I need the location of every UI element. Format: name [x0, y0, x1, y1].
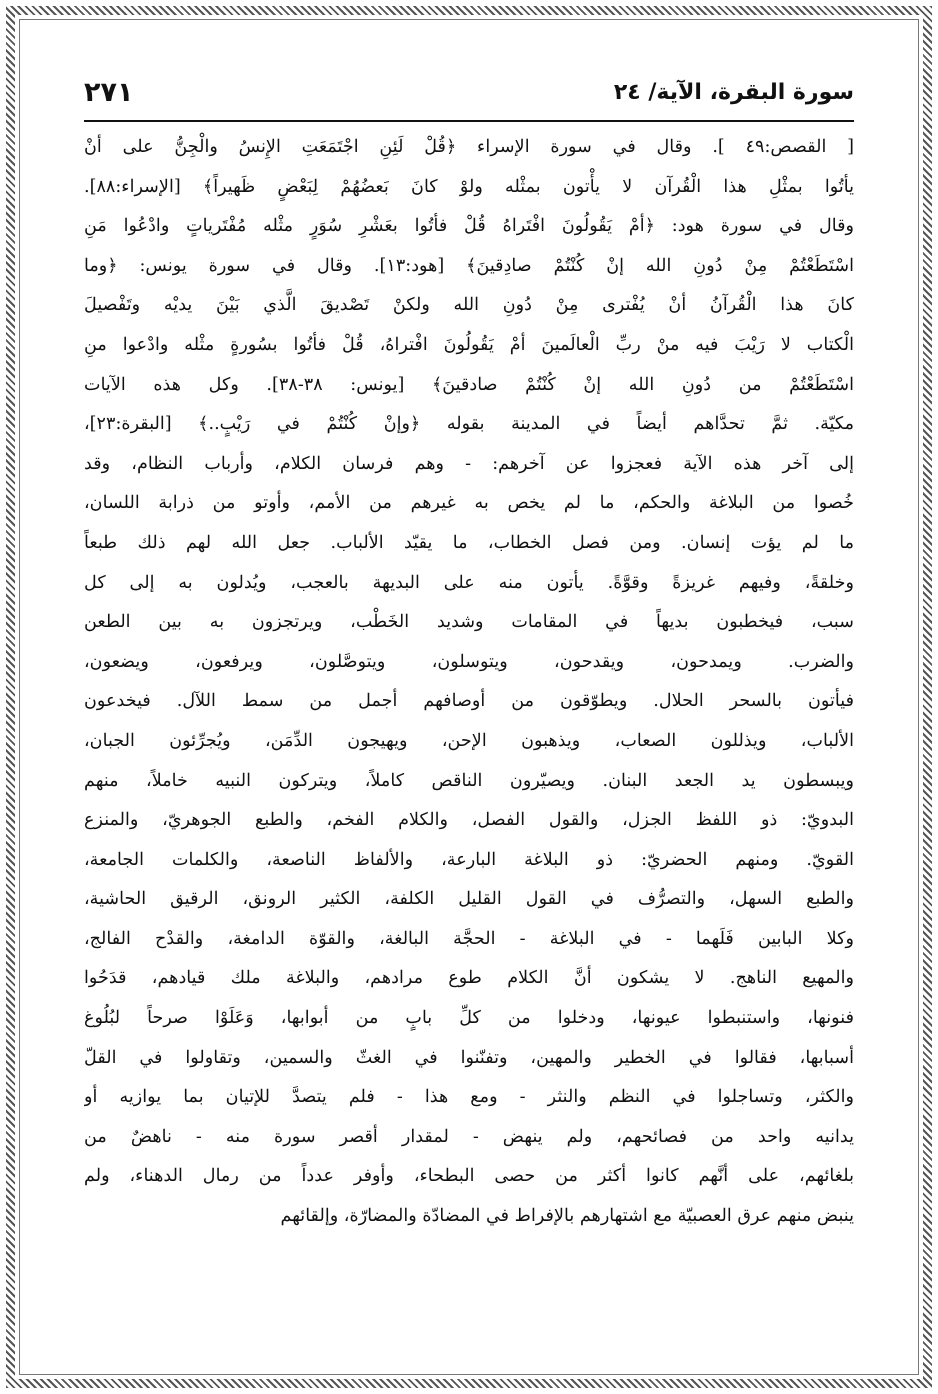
text-line: مكيّة. ثمَّ تحدَّاهم أيضاً في المدينة بقوله ﴿وإنْ كُنْتُمْ في رَيْبٍ..﴾ [البقرة:٢٣]،	[84, 414, 854, 435]
text-line: القويّ. ومنهم الحضريّ: ذو البلاغة البارعة، والألفاظ الناصعة، والكلمات الجامعة،	[84, 849, 854, 870]
text-line: وخلقةً، وفيهم غريزةً وقوَّةً. يأتون منه على البديهة بالعجب، ويُدلون به إلى كل	[84, 572, 854, 593]
text-line: اسْتَطَعْتُمْ مِنْ دُونِ الله إنْ كُنْتُمْ صادِقينَ﴾ [هود:١٣]. وقال في سورة يونس: ﴿وما	[84, 255, 854, 276]
text-line: كانَ هذا الْقُرآنُ أنْ يُفْترى مِنْ دُونِ الله ولكنْ تَصْديقَ الَّذي بَيْنَ يديْه وتَفْصيلَ	[84, 295, 854, 316]
text-line: يدانيه واحد من فصائحهم، ولم ينهض - لمقدار أقصر سورة منه - ناهضٌ من	[84, 1126, 854, 1147]
text-line: ويبسطون يد الجعد البنان. ويصيّرون الناقص كاملاً، ويتركون النبيه خاملاً، منهم	[84, 770, 854, 791]
text-line: خُصوا من البلاغة والحكم، ما لم يخص به غيرهم من الأمم، وأوتو من ذرابة اللسان،	[84, 493, 854, 514]
text-line: والكثر، وتساجلوا في النظم والنثر - ومع هذا - فلم يتصدَّ للإتيان بما يوازيه أو	[84, 1087, 854, 1108]
text-line: والمهيع الناهج. لا يشكون أنَّ الكلام طوع مرادهم، والبلاغة ملك قيادهم، قدَحُوا	[84, 968, 854, 989]
text-line: فيأتون بالسحر الحلال. ويطوّقون من أوصافهم أجمل من سمط اللآل. فيخدعون	[84, 691, 854, 712]
running-title: سورة البقرة، الآية/ ٢٤	[613, 79, 854, 105]
text-line: وقال في سورة هود: ﴿أمْ يَقُولُونَ افْتَراهُ قُلْ فأتُوا بعَشْرِ سُوَرٍ مثْله مُفْتَرياتٍ وادْعُوا مَنِ	[84, 216, 854, 237]
text-line: ينبض منهم عرق العصبيّة مع اشتهارهم بالإفراط في المضادّة والمضارّة، وإلقائهم	[280, 1206, 854, 1227]
body-text	[84, 128, 854, 1237]
text-line: الْكتاب لا رَيْبَ فيه منْ ربِّ الْعالَمينَ أمْ يَقُولُونَ افْتراهُ، قُلْ فأتُوا بسُورةٍ مثْله وادْعوا منِ	[84, 334, 854, 355]
text-line: اسْتَطَعْتُمْ من دُونِ الله إنْ كُنْتُمْ صادقينَ﴾ [يونس: ٣٨-٣٨]. وكل هذه الآيات	[84, 374, 854, 395]
text-line: الألباب، ويذللون الصعاب، ويذهبون الإحن، ويهيجون الدِّمَن، ويُجرِّئون الجبان،	[84, 730, 854, 751]
text-line: ما لم يؤت إنسان. ومن فصل الخطاب، ما يقيّد الألباب. جعل الله لهم ذلك طبعاً	[84, 532, 854, 553]
text-line: والطبع السهل، والتصرُّف في القول القليل الكلفة، الكثير الرونق، الرقيق الحاشية،	[84, 889, 854, 910]
text-line: أسبابها، فقالوا في الخطير والمهين، وتفنّنوا في الغثّ والسمين، وتقاولوا في القلّ	[84, 1047, 854, 1068]
text-line: بلغائهم، على أنَّهم كانوا أكثر من حصى البطحاء، وأوفر عدداً من رمال الدهناء، ولم	[84, 1166, 854, 1187]
text-line: سبب، فيخطبون بديهاً في المقامات وشديد الخَطْب، ويرتجزون به بين الطعن	[84, 612, 854, 633]
text-line: وكلا البابين فَلَهما - في البلاغة - الحجَّة البالغة، والقوّة الدامغة، والقدْح الفالج،	[84, 928, 854, 949]
page-header	[84, 64, 854, 122]
text-line: يأتُوا بمثْلِ هذا الْقُرآن لا يأْتون بمثْله ولوْ كانَ بَعضُهُمْ لِبَعْضٍ ظَهيراً﴾ [الإسراء:٨٨].	[84, 176, 854, 197]
text-line: البدويّ: ذو اللفظ الجزل، والقول الفصل، والكلام الفخم، والطبع الجوهريّ، والمنزع	[84, 810, 854, 831]
text-line: والضرب. ويمدحون، ويقدحون، ويتوسلون، ويتوصَّلون، ويرفعون، ويضعون،	[84, 651, 854, 672]
text-line: فنونها، واستنبطوا عيونها، ودخلوا من كلِّ بابٍ من أبوابها، وَعَلَوْا صرحاً لبُلُوغ	[84, 1008, 854, 1029]
page-number: ٢٧١	[84, 76, 134, 108]
text-line: إلى آخر هذه الآية فعجزوا عن آخرهم: - وهم فرسان الكلام، وأرباب النظام، وقد	[84, 453, 854, 474]
text-line: [ القصص:٤٩ ]. وقال في سورة الإسراء ﴿قُلْ لَئِنِ اجْتَمَعَتِ الإِنسُ والْجِنُّ على أنْ	[84, 137, 854, 157]
